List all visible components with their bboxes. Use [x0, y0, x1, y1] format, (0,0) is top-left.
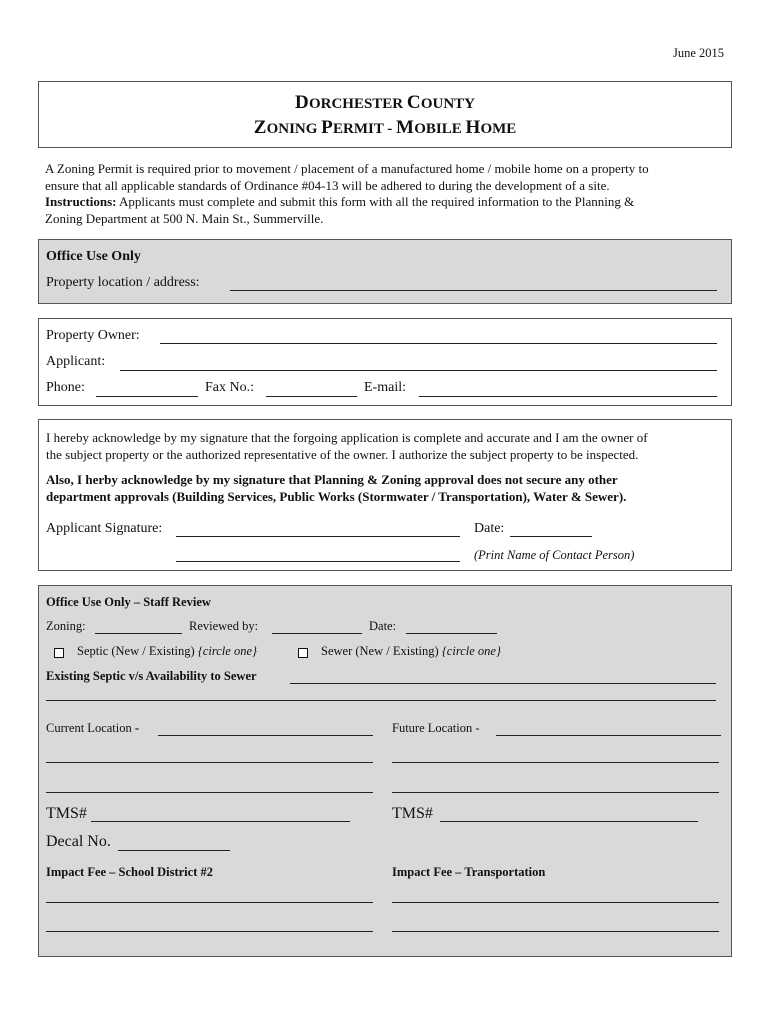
- ack-bold-line: department approvals (Building Services, Public Works (Stormwater / Transportation), Water & Sewer).: [46, 489, 627, 504]
- fax-label: Fax No.:: [205, 380, 254, 395]
- title-text: ONING: [266, 121, 322, 137]
- future-location-field-line-3[interactable]: [392, 792, 719, 793]
- instructions-label: Instructions:: [45, 194, 117, 209]
- title-letter: Z: [253, 117, 267, 138]
- signature-date-label: Date:: [474, 521, 505, 536]
- title-box: [38, 81, 732, 148]
- property-owner-label: Property Owner:: [46, 328, 140, 343]
- applicant-field[interactable]: [120, 370, 717, 371]
- property-owner-field[interactable]: [160, 343, 717, 344]
- zoning-field[interactable]: [95, 633, 182, 634]
- signature-date-field[interactable]: [510, 536, 592, 537]
- owner-box: [38, 318, 732, 406]
- tms-field-left[interactable]: [91, 821, 350, 822]
- impact-transport-label: Impact Fee – Transportation: [392, 865, 546, 879]
- current-location-field-line-2[interactable]: [46, 762, 373, 763]
- intro-line: [45, 194, 735, 211]
- sewer-option: [321, 644, 501, 659]
- ack-line: the subject property or the authorized representative of the owner. I authorize the subject property to be inspected.: [46, 447, 639, 462]
- title-text: OUNTY: [420, 96, 475, 112]
- acknowledgement-bold-text: [46, 471, 730, 505]
- acknowledgement-text: [46, 429, 730, 463]
- current-location-field-line-3[interactable]: [46, 792, 373, 793]
- office-use-box: [38, 239, 732, 304]
- title-line-1: [39, 92, 731, 114]
- septic-option: [77, 644, 257, 659]
- intro-text: Applicants must complete and submit this form with all the required information to the Planning &: [116, 194, 635, 209]
- intro-paragraph: [45, 161, 735, 227]
- title-text: ERMIT -: [332, 121, 397, 137]
- future-location-field-line-2[interactable]: [392, 762, 719, 763]
- future-location-field[interactable]: [496, 735, 721, 736]
- staff-date-field[interactable]: [406, 633, 497, 634]
- ack-line: I hereby acknowledge by my signature that the forgoing application is complete and accurate and I am the owner of: [46, 430, 648, 445]
- office-use-heading: Office Use Only: [46, 249, 141, 264]
- property-location-field[interactable]: [230, 290, 717, 291]
- septic-label: Septic (New / Existing): [77, 644, 198, 658]
- decal-label: Decal No.: [46, 833, 111, 850]
- title-line-2: [39, 117, 731, 139]
- current-location-text: Current Location: [46, 721, 132, 735]
- staff-review-box: [38, 585, 732, 957]
- title-text: OME: [480, 121, 517, 137]
- property-location-label: Property location / address:: [46, 275, 200, 290]
- existing-septic-label: Existing Septic v/s Availability to Sewer: [46, 669, 257, 683]
- zoning-label: Zoning:: [46, 619, 86, 633]
- applicant-signature-field[interactable]: [176, 536, 460, 537]
- reviewed-by-label: Reviewed by:: [189, 619, 259, 633]
- title-letter: H: [465, 117, 481, 138]
- impact-school-field[interactable]: [46, 902, 373, 903]
- title-text: ORCHESTER: [308, 96, 407, 112]
- reviewed-by-field[interactable]: [272, 633, 362, 634]
- form-date-stamp: June 2015: [673, 46, 725, 60]
- sewer-label: Sewer (New / Existing): [321, 644, 442, 658]
- current-location-field[interactable]: [158, 735, 373, 736]
- phone-label: Phone:: [46, 380, 85, 395]
- title-letter: C: [406, 92, 421, 113]
- phone-field[interactable]: [96, 396, 198, 397]
- email-field[interactable]: [419, 396, 717, 397]
- applicant-label: Applicant:: [46, 354, 106, 369]
- staff-review-heading: Office Use Only – Staff Review: [46, 595, 211, 609]
- impact-transport-field-line-2[interactable]: [392, 931, 719, 932]
- existing-septic-field[interactable]: [290, 683, 716, 684]
- title-letter: M: [396, 117, 415, 138]
- fax-field[interactable]: [266, 396, 357, 397]
- print-name-field[interactable]: [176, 561, 460, 562]
- title-text: OBILE: [414, 121, 466, 137]
- impact-school-label: Impact Fee – School District #2: [46, 865, 213, 879]
- intro-line: ensure that all applicable standards of Ordinance #04-13 will be adhered to during the development of a site.: [45, 177, 610, 193]
- tms-label-right: TMS#: [392, 805, 433, 822]
- applicant-signature-label: Applicant Signature:: [46, 521, 163, 536]
- impact-school-field-line-2[interactable]: [46, 931, 373, 932]
- existing-septic-field-line-2[interactable]: [46, 700, 716, 701]
- septic-note: {circle one}: [197, 644, 257, 658]
- print-name-note: [474, 548, 634, 563]
- ack-bold-line: Also, I herby acknowledge by my signature that Planning & Zoning approval does not secure any other: [46, 472, 618, 487]
- impact-transport-field[interactable]: [392, 902, 719, 903]
- intro-line: A Zoning Permit is required prior to movement / placement of a manufactured home / mobile home on a property to: [45, 161, 649, 176]
- acknowledgement-box: [38, 419, 732, 571]
- current-location-label: [46, 721, 139, 736]
- sewer-note: {circle one}: [441, 644, 501, 658]
- intro-line: Zoning Department at 500 N. Main St., Summerville.: [45, 210, 324, 226]
- title-letter: D: [295, 92, 309, 113]
- staff-date-label: Date:: [369, 619, 397, 633]
- future-location-label: Future Location -: [392, 721, 480, 735]
- septic-checkbox[interactable]: [54, 648, 64, 658]
- email-label: E-mail:: [364, 380, 406, 395]
- tms-label-left: TMS#: [46, 805, 87, 822]
- current-location-dash: -: [134, 721, 140, 735]
- tms-field-right[interactable]: [440, 821, 698, 822]
- title-letter: P: [321, 117, 333, 138]
- decal-field[interactable]: [118, 850, 230, 851]
- print-name-note-text: (Print Name of Contact Person): [474, 548, 635, 562]
- sewer-checkbox[interactable]: [298, 648, 308, 658]
